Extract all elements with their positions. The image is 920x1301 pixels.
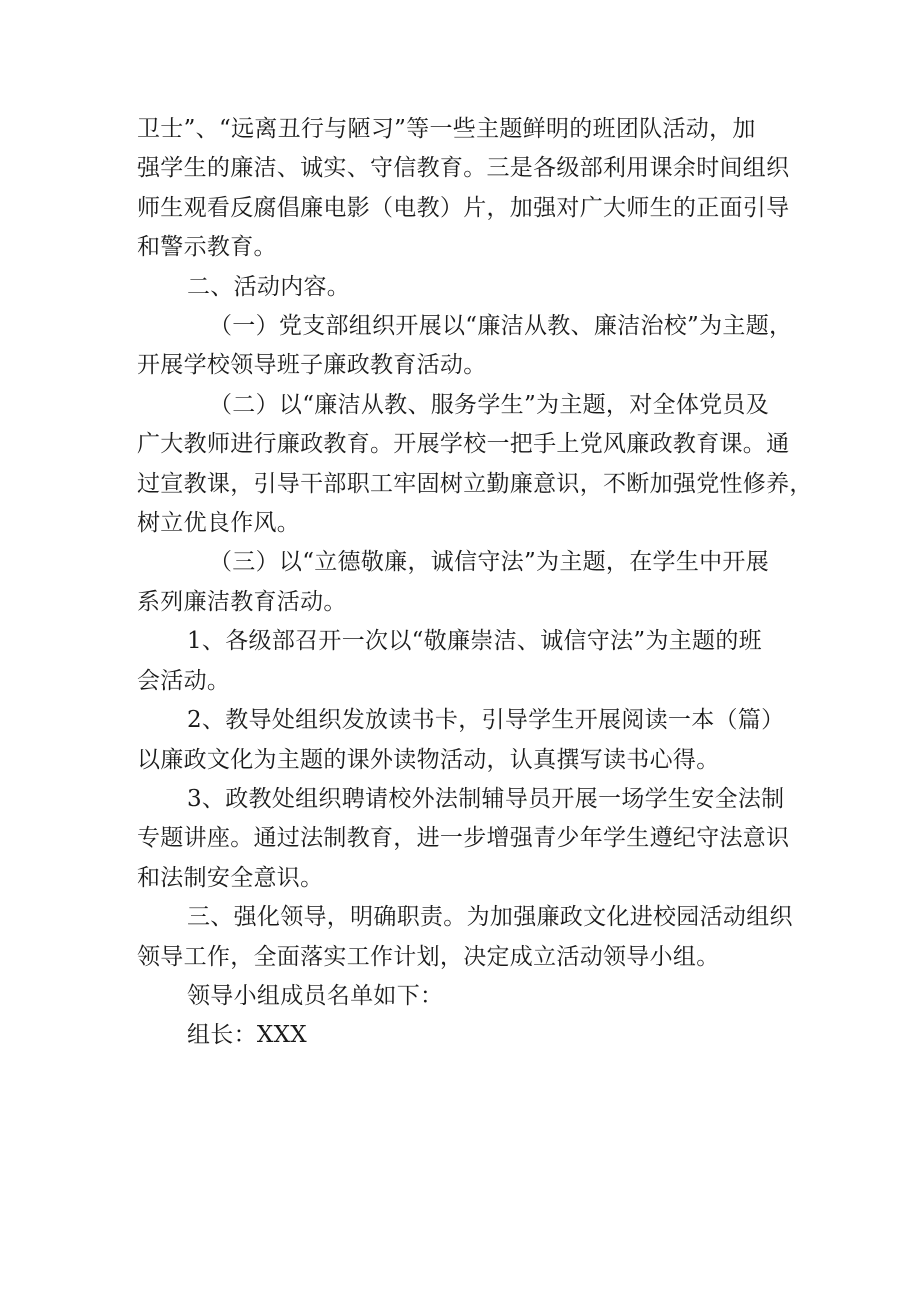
text-line: 二、活动内容。 bbox=[187, 273, 351, 300]
paragraph-member-list-intro bbox=[137, 977, 787, 1016]
text-line: 和警示教育。 bbox=[137, 234, 277, 261]
text-line: 三、强化领导，明确职责。为加强廉政文化进校园活动组织 bbox=[187, 904, 793, 931]
section-heading-activity-content bbox=[137, 268, 787, 307]
paragraph-group-leader bbox=[137, 1016, 787, 1055]
text-line: 1、各级部召开一次以“敬廉崇洁、诚信守法”为主题的班 bbox=[187, 628, 762, 655]
paragraph-intro-continuation bbox=[137, 110, 790, 268]
paragraph-item-two bbox=[137, 386, 813, 544]
text-line: 领导小组成员名单如下： bbox=[187, 982, 444, 1009]
text-line: （一）党支部组织开展以“廉洁从教、廉洁治校”为主题， bbox=[209, 313, 793, 340]
text-line: 会活动。 bbox=[137, 667, 231, 694]
paragraph-subitem-2 bbox=[137, 701, 787, 780]
text-line: 树立优良作风。 bbox=[137, 510, 301, 537]
text-line: 专题讲座。通过法制教育，进一步增强青少年学生遵纪守法意识 bbox=[137, 825, 790, 852]
paragraph-subitem-3 bbox=[137, 780, 790, 898]
text-line: （二）以“廉洁从教、服务学生”为主题，对全体党员及 bbox=[209, 391, 770, 418]
text-line: 过宣教课，引导干部职工牢固树立勤廉意识，不断加强党性修养， bbox=[137, 470, 813, 497]
text-line: 和法制安全意识。 bbox=[137, 864, 324, 891]
text-line: 系列廉洁教育活动。 bbox=[137, 588, 347, 615]
text-line: 领导工作，全面落实工作计划，决定成立活动领导小组。 bbox=[137, 943, 720, 970]
text-line: 强学生的廉洁、诚实、守信教育。三是各级部利用课余时间组织 bbox=[137, 155, 790, 182]
text-line: 广大教师进行廉政教育。开展学校一把手上党风廉政教育课。通 bbox=[137, 431, 790, 458]
text-line: 组长：XXX bbox=[187, 1022, 307, 1049]
document-body bbox=[137, 110, 813, 1056]
section-heading-leadership bbox=[137, 898, 793, 977]
text-line: 师生观看反腐倡廉电影（电教）片，加强对广大师生的正面引导 bbox=[137, 194, 790, 221]
paragraph-item-one bbox=[137, 307, 793, 386]
text-line: 2、教导处组织发放读书卡，引导学生开展阅读一本（篇） bbox=[187, 707, 785, 734]
text-line: 卫士”、“远离丑行与陋习”等一些主题鲜明的班团队活动，加 bbox=[137, 116, 756, 142]
text-line: 以廉政文化为主题的课外读物活动，认真撰写读书心得。 bbox=[137, 746, 720, 773]
text-line: （三）以“立德敬廉，诚信守法”为主题，在学生中开展 bbox=[209, 549, 770, 576]
paragraph-subitem-1 bbox=[137, 622, 787, 701]
text-line: 开展学校领导班子廉政教育活动。 bbox=[137, 352, 487, 379]
paragraph-item-three bbox=[137, 543, 787, 622]
text-line: 3、政教处组织聘请校外法制辅导员开展一场学生安全法制 bbox=[187, 785, 785, 812]
